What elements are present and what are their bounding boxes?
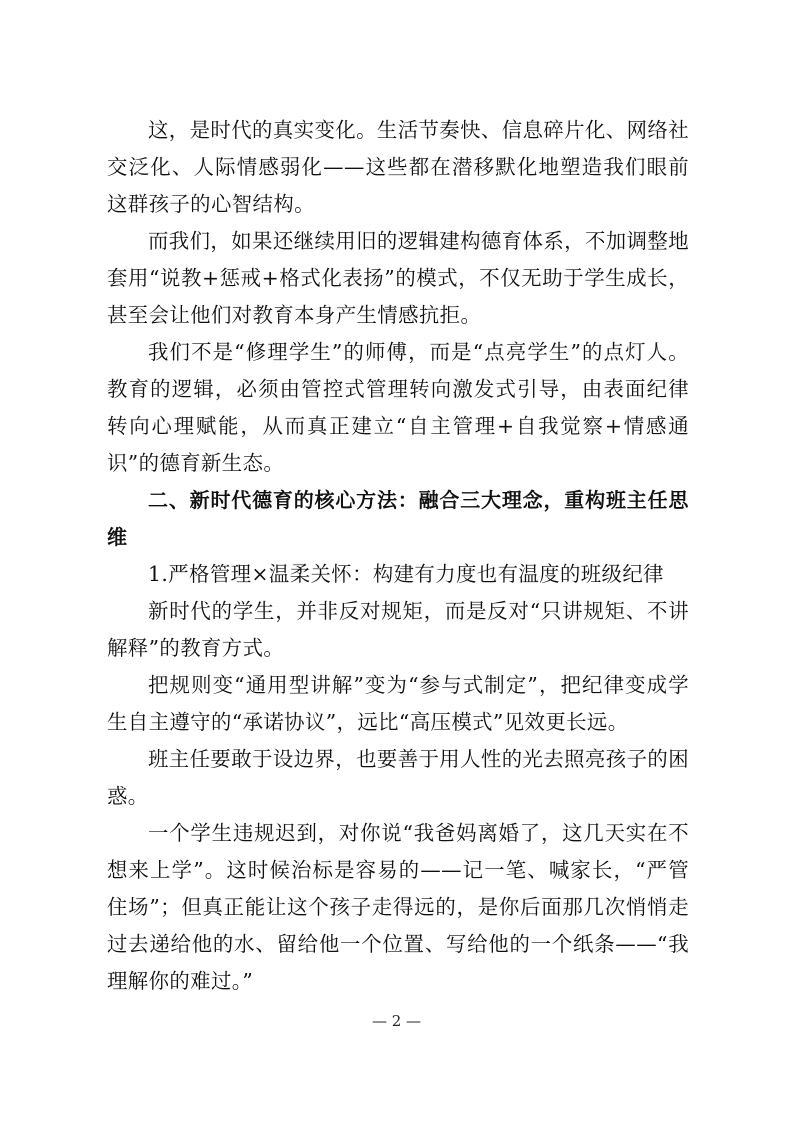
paragraph-students-rules: 新时代的学生，并非反对规矩，而是反对“只讲规矩、不讲解释”的教育方式。	[107, 599, 689, 660]
document-body	[107, 112, 689, 1000]
paragraph-old-logic: 而我们，如果还继续用旧的逻辑建构德育体系，不加调整地套用“说教+惩戒+格式化表扬”的模式，不仅无助于学生成长，甚至会让他们对教育本身产生情感抗拒。	[107, 229, 689, 327]
paragraph-boundaries: 班主任要敢于设边界，也要善于用人性的光去照亮孩子的困惑。	[107, 747, 689, 808]
paragraph-participatory-rules: 把规则变“通用型讲解”变为“参与式制定”，把纪律变成学生自主遵守的“承诺协议”，远比“高压模式”见效更长远。	[107, 673, 689, 734]
paragraph-late-student-story: 一个学生违规迟到，对你说“我爸妈离婚了，这几天实在不想来上学”。这时候治标是容易的——记一笔、喊家长，“严管住场”；但真正能让这个孩子走得远的，是你后面那几次悄悄走过去递给他的水、留给他一个位置、写给他的一个纸条——“我理解你的难过。”	[107, 821, 689, 993]
paragraph-times-change: 这，是时代的真实变化。生活节奏快、信息碎片化、网络社交泛化、人际情感弱化——这些都在潜移默化地塑造我们眼前这群孩子的心智结构。	[107, 118, 689, 216]
section-heading-core-methods: 二、新时代德育的核心方法：融合三大理念，重构班主任思维	[107, 488, 689, 549]
subheading-strict-and-gentle: 1.严格管理×温柔关怀：构建有力度也有温度的班级纪律	[148, 562, 664, 586]
page-number: — 2 —	[371, 1012, 422, 1030]
paragraph-lamplighter: 我们不是“修理学生”的师傅，而是“点亮学生”的点灯人。教育的逻辑，必须由管控式管理转向激发式引导，由表面纪律转向心理赋能，从而真正建立“自主管理+自我觉察+情感通识”的德育新生态。	[107, 340, 689, 475]
